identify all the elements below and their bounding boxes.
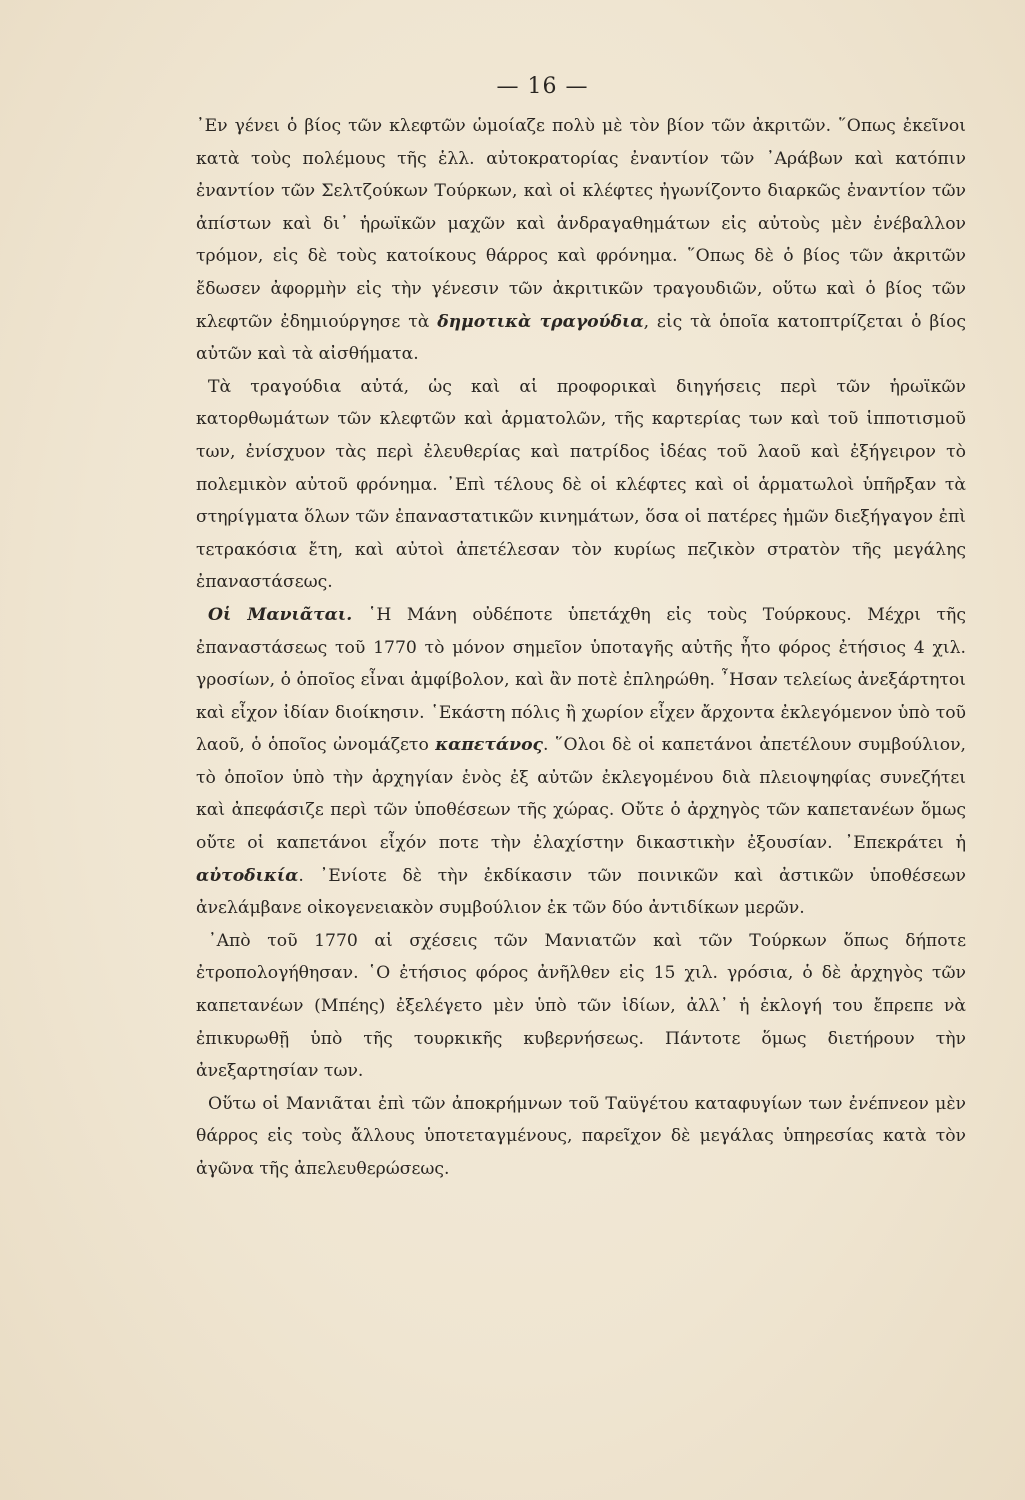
text-run: . ῞Ολοι δὲ οἱ καπετάνοι ἀπετέλουν συμβούλιον, τὸ ὁποῖον ὑπὸ τὴν ἀρχηγίαν ἑνὸς ἐξ αὐτῶν ἐκλεγομένου διὰ πλειοψηφίας συνεζήτει καὶ ἀπεφάσιζε περὶ τῶν ὑποθέσεων τῆς χώρας. Οὔτε ὁ ἀρχηγὸς τῶν καπετανέων ὅμως οὔτε οἱ καπετάνοι εἶχόν ποτε τὴν ἐλαχίστην δικαστικὴν ἐξουσίαν. ᾿Επεκράτει ἡ xyxy=(196,735,966,854)
text-run: . ᾿Ενίοτε δὲ τὴν ἐκδίκασιν τῶν ποινικῶν καὶ ἀστικῶν ὑποθέσεων ἀνελάμβανε οἰκογενειακὸν συμβούλιον ἐκ τῶν δύο ἀντιδίκων μερῶν. xyxy=(196,865,966,919)
section-heading-maniatai: Οἱ Μανιᾶται. xyxy=(208,604,353,625)
text-run: ᾿Εν γένει ὁ βίος τῶν κλεφτῶν ὡμοίαζε πολὺ μὲ τὸν βίον τῶν ἀκριτῶν. ῞Οπως ἐκεῖνοι κατὰ τοὺς πολέμους τῆς ἑλλ. αὐτοκρατορίας ἐναντίον τῶν ᾿Αράβων καὶ κατόπιν ἐναντίον τῶν Σελτζούκων Τούρκων, καὶ οἱ κλέφτες ἠγωνίζοντο διαρκῶς ἐναντίον τῶν ἀπίστων καὶ δι᾿ ἡρωϊκῶν μαχῶν καὶ ἀνδραγαθημάτων εἰς αὐτοὺς μὲν ἐνέβαλλον τρόμον, εἰς δὲ τοὺς κατοίκους θάρρος καὶ φρόνημα. ῞Οπως δὲ ὁ βίος τῶν ἀκριτῶν ἔδωσεν ἀφορμὴν εἰς τὴν γένεσιν τῶν ἀκριτικῶν τραγουδιῶν, οὕτω καὶ ὁ βίος τῶν κλεφτῶν ἐδημιούργησε τὰ xyxy=(196,116,966,332)
paragraph xyxy=(196,371,966,599)
emphasis-demotika-tragoudia: δημοτικὰ τραγούδια xyxy=(437,311,644,332)
paragraph xyxy=(196,110,966,371)
text-run: Οὕτω οἱ Μανιᾶται ἐπὶ τῶν ἀποκρήμνων τοῦ Ταϋγέτου καταφυγίων των ἐνέπνεον μὲν θάρρος εἰς τοὺς ἄλλους ὑποτεταγμένους, παρεῖχον δὲ μεγάλας ὑπηρεσίας κατὰ τὸν ἀγῶνα τῆς ἀπελευθερώσεως. xyxy=(196,1093,966,1179)
paragraph xyxy=(196,925,966,1088)
text-run: ῾Η Μάνη οὐδέποτε ὑπετάχθη εἰς τοὺς Τούρκους. Μέχρι τῆς ἐπαναστάσεως τοῦ 1770 τὸ μόνον σημεῖον ὑποταγῆς αὐτῆς ἦτο φόρος ἐτήσιος 4 χιλ. γροσίων, ὁ ὁποῖος εἶναι ἀμφίβολον, καὶ ἂν ποτὲ ἐπληρώθη. ῏Ησαν τελείως ἀνεξάρτητοι καὶ εἶχον ἰδίαν διοίκησιν. ῾Εκάστη πόλις ἢ χωρίον εἶχεν ἄρχοντα ἐκλεγόμενον ὑπὸ τοῦ λαοῦ, ὁ ὁποῖος ὠνομάζετο xyxy=(196,604,966,756)
text-run: ᾿Απὸ τοῦ 1770 αἱ σχέσεις τῶν Μανιατῶν καὶ τῶν Τούρκων ὅπως δήποτε ἐτροπολογήθησαν. ῾Ο ἐτήσιος φόρος ἀνῆλθεν εἰς 15 χιλ. γρόσια, ὁ δὲ ἀρχηγὸς τῶν καπετανέων (Μπέης) ἐξελέγετο μὲν ὑπὸ τῶν ἰδίων, ἀλλ᾿ ἡ ἐκλογή του ἔπρεπε νὰ ἐπικυρωθῇ ὑπὸ τῆς τουρκικῆς κυβερνήσεως. Πάντοτε ὅμως διετήρουν τὴν ἀνεξαρτησίαν των. xyxy=(196,930,966,1082)
page-number: — 16 — xyxy=(496,74,589,99)
emphasis-kapetanos: καπετάνος xyxy=(435,735,544,756)
paragraph xyxy=(196,1088,966,1186)
paragraph xyxy=(196,599,966,925)
body-text xyxy=(196,110,966,1186)
text-run: , εἰς τὰ ὁποῖα κατοπτρίζεται ὁ βίος αὐτῶν καὶ τὰ αἰσθήματα. xyxy=(196,311,966,365)
text-run: Τὰ τραγούδια αὐτά, ὡς καὶ αἱ προφορικαὶ διηγήσεις περὶ τῶν ἡρωϊκῶν κατορθωμάτων τῶν κλεφτῶν καὶ ἁρματολῶν, τῆς καρτερίας των καὶ τοῦ ἱπποτισμοῦ των, ἐνίσχυον τὰς περὶ ἐλευθερίας καὶ πατρίδος ἰδέας τοῦ λαοῦ καὶ ἐξήγειρον τὸ πολεμικὸν αὐτοῦ φρόνημα. ᾿Επὶ τέλους δὲ οἱ κλέφτες καὶ οἱ ἁρματωλοὶ ὑπῆρξαν τὰ στηρίγματα ὅλων τῶν ἐπαναστατικῶν κινημάτων, ὅσα οἱ πατέρες ἡμῶν διεξήγαγον ἐπὶ τετρακόσια ἔτη, καὶ αὐτοὶ ἀπετέλεσαν τὸν κυρίως πεζικὸν στρατὸν τῆς μεγάλης ἐπαναστάσεως. xyxy=(196,376,966,593)
emphasis-autodikia: αὐτοδικία xyxy=(196,865,299,886)
